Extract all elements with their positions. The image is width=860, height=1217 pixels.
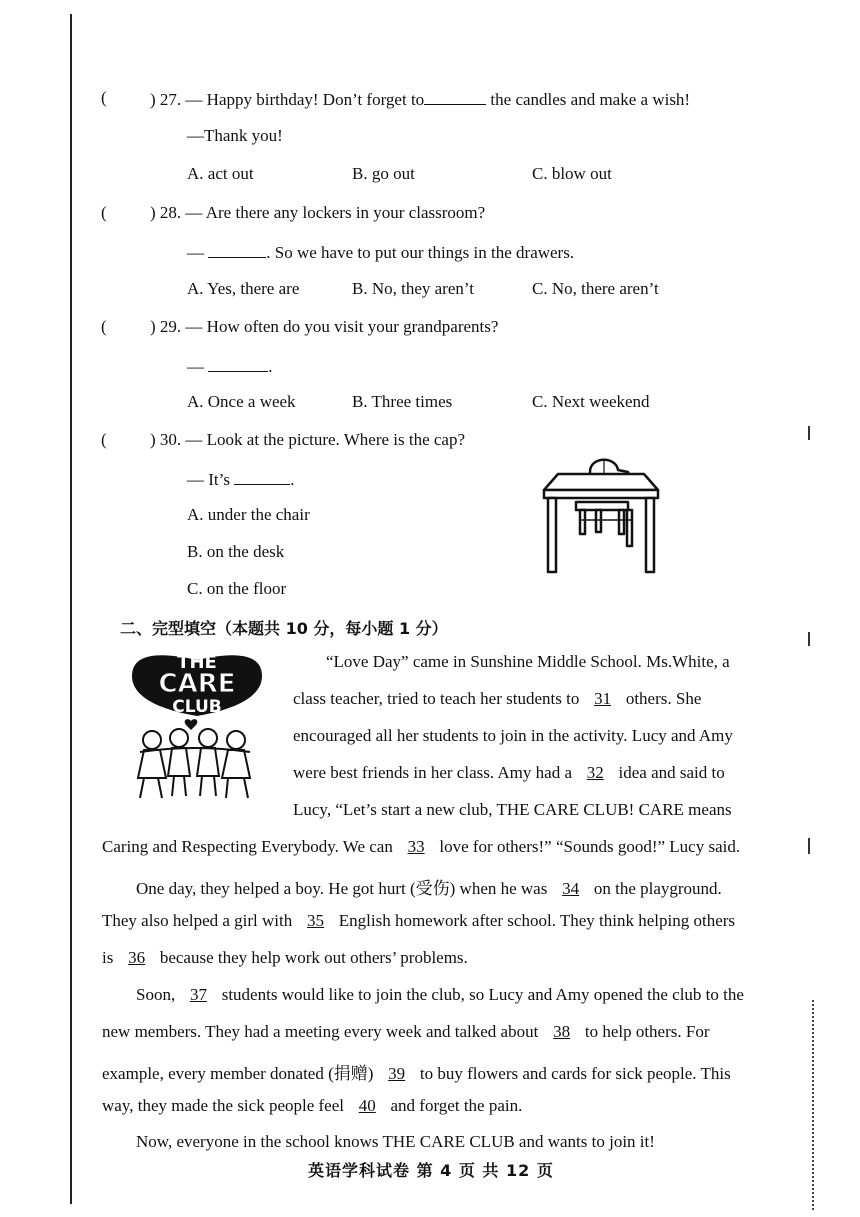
blank-35[interactable]: 35 xyxy=(307,911,325,930)
answer-paren-close: ) xyxy=(150,430,156,449)
passage-line: class teacher, tried to teach her students to 31 others. She xyxy=(293,689,702,708)
passage-line: example, every member donated (捐赠) 39 to buy flowers and cards for sick people. This xyxy=(102,1064,731,1083)
passage-line: Now, everyone in the school knows THE CARE CLUB and wants to join it! xyxy=(136,1132,655,1151)
question-number: 27. xyxy=(159,90,182,109)
margin-mark xyxy=(808,632,810,646)
margin-mark xyxy=(808,838,810,854)
logo-word-the: THE xyxy=(177,652,217,673)
passage-line: way, they made the sick people feel 40 and forget the pain. xyxy=(102,1096,523,1115)
blank-36[interactable]: 36 xyxy=(128,948,146,967)
passage-line: were best friends in her class. Amy had a 32 idea and said to xyxy=(293,763,725,782)
option-b[interactable]: B. on the desk xyxy=(187,542,285,561)
response-text: . xyxy=(268,357,273,376)
question-text: — Are there any lockers in your classroom? xyxy=(185,203,486,222)
fill-blank[interactable] xyxy=(234,468,290,485)
blank-37[interactable]: 37 xyxy=(189,985,207,1004)
fill-blank[interactable] xyxy=(208,241,266,258)
response-dash: — xyxy=(187,357,204,376)
question-text: — Look at the picture. Where is the cap? xyxy=(185,430,466,449)
response-dash: — xyxy=(187,243,204,262)
option-c[interactable]: C. No, there aren’t xyxy=(532,279,659,298)
option-c[interactable]: C. Next weekend xyxy=(532,392,650,411)
option-a[interactable]: A. act out xyxy=(187,164,254,183)
blank-32[interactable]: 32 xyxy=(586,763,604,782)
fill-blank[interactable] xyxy=(424,88,486,105)
logo-word-care: CARE xyxy=(158,669,236,699)
response-dash: — It’s xyxy=(187,470,230,489)
blank-40[interactable]: 40 xyxy=(358,1096,376,1115)
page-footer: 英语学科试卷 第 4 页 共 12 页 xyxy=(308,1161,554,1180)
option-b[interactable]: B. No, they aren’t xyxy=(352,279,474,298)
answer-paren-open[interactable]: ( xyxy=(101,88,107,107)
care-club-logo xyxy=(122,648,272,806)
answer-paren-close: ) xyxy=(150,90,156,109)
margin-mark xyxy=(808,426,810,440)
blank-33[interactable]: 33 xyxy=(407,837,425,856)
option-b[interactable]: B. go out xyxy=(352,164,415,183)
passage-line: They also helped a girl with 35 English homework after school. They think helping others xyxy=(102,911,736,930)
question-text: — How often do you visit your grandparents? xyxy=(185,317,499,336)
response-text: —Thank you! xyxy=(187,126,283,145)
response-text: . So we have to put our things in the drawers. xyxy=(266,243,575,262)
question-text-after: the candles and make a wish! xyxy=(486,90,691,109)
passage-line: Caring and Respecting Everybody. We can 33 love for others!” “Sounds good!” Lucy said. xyxy=(102,837,741,856)
answer-paren-open[interactable]: ( xyxy=(101,430,107,449)
option-a[interactable]: A. under the chair xyxy=(187,505,310,524)
option-c[interactable]: C. on the floor xyxy=(187,579,287,598)
option-a[interactable]: A. Yes, there are xyxy=(187,279,300,298)
question-number: 29. xyxy=(159,317,182,336)
logo-word-club: CLUB xyxy=(172,697,222,717)
binding-margin-line xyxy=(70,14,72,1204)
passage-line: new members. They had a meeting every week and talked about 38 to help others. For xyxy=(102,1022,710,1041)
response-text: . xyxy=(290,470,295,489)
question-text: — Happy birthday! Don’t forget to xyxy=(185,90,425,109)
answer-paren-open[interactable]: ( xyxy=(101,203,107,222)
blank-31[interactable]: 31 xyxy=(594,689,612,708)
passage-line: “Love Day” came in Sunshine Middle School. Ms.White, a xyxy=(326,652,730,671)
passage-line: Soon, 37 students would like to join the club, so Lucy and Amy opened the club to the xyxy=(136,985,744,1004)
passage-line: One day, they helped a boy. He got hurt (受伤) when he was 34 on the playground. xyxy=(136,879,722,898)
passage-line: Lucy, “Let’s start a new club, THE CARE CLUB! CARE means xyxy=(293,800,732,819)
option-c[interactable]: C. blow out xyxy=(532,164,612,183)
blank-34[interactable]: 34 xyxy=(562,879,580,898)
answer-paren-close: ) xyxy=(150,203,156,222)
blank-39[interactable]: 39 xyxy=(388,1064,406,1083)
question-number: 28. xyxy=(159,203,182,222)
blank-38[interactable]: 38 xyxy=(553,1022,571,1041)
fill-blank[interactable] xyxy=(208,355,268,372)
desk-chair-cap-illustration xyxy=(540,450,665,578)
passage-line: is 36 because they help work out others’ problems. xyxy=(102,948,468,967)
cut-dotted-line xyxy=(812,1000,814,1210)
option-a[interactable]: A. Once a week xyxy=(187,392,296,411)
passage-line: encouraged all her students to join in the activity. Lucy and Amy xyxy=(293,726,733,745)
answer-paren-close: ) xyxy=(150,317,156,336)
question-number: 30. xyxy=(159,430,182,449)
answer-paren-open[interactable]: ( xyxy=(101,317,107,336)
section-title: 二、完型填空（本题共 10 分，每小题 1 分） xyxy=(120,619,448,638)
option-b[interactable]: B. Three times xyxy=(352,392,453,411)
